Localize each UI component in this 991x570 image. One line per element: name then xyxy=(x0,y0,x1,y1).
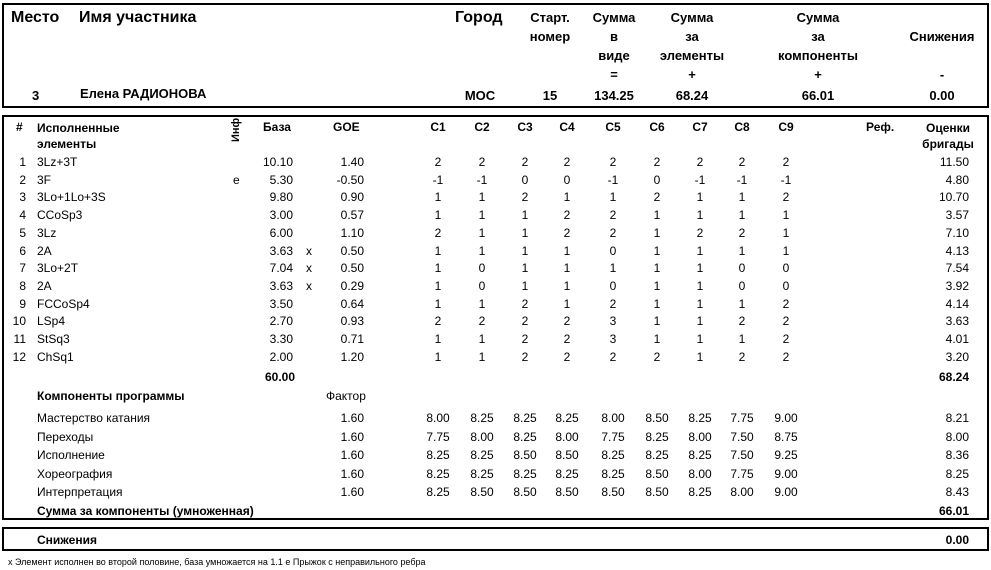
elements-name-header: Исполненные элементы xyxy=(37,121,120,151)
judge-score: 2 xyxy=(782,350,790,364)
judge-score: 2 xyxy=(521,332,529,346)
element-code: FCCoSp4 xyxy=(37,297,90,311)
judge-header-1: C1 xyxy=(430,120,446,134)
component-name: Хореография xyxy=(37,467,113,481)
judge-score: 1 xyxy=(696,279,704,293)
component-judge-score: 8.00 xyxy=(688,430,712,444)
element-bonus: x xyxy=(306,244,312,258)
element-base: 3.63 xyxy=(269,244,293,258)
component-judge-score: 8.00 xyxy=(470,430,494,444)
element-code: StSq3 xyxy=(37,332,70,346)
judge-score: 2 xyxy=(563,314,571,328)
judge-score: 1 xyxy=(521,279,529,293)
judge-score: 2 xyxy=(434,155,442,169)
element-num: 1 xyxy=(19,155,26,169)
element-panel-score: 3.20 xyxy=(945,350,969,364)
judge-score: 2 xyxy=(563,226,571,240)
element-panel-score: 3.63 xyxy=(945,314,969,328)
element-goe: 1.10 xyxy=(340,226,364,240)
element-base: 3.00 xyxy=(269,208,293,222)
elements-ref-header: Реф. xyxy=(866,120,895,134)
judge-score: 0 xyxy=(478,261,486,275)
component-judge-score: 8.25 xyxy=(688,485,712,499)
component-panel-score: 8.36 xyxy=(945,448,969,462)
judge-score: -1 xyxy=(780,173,792,187)
element-panel-score: 4.80 xyxy=(945,173,969,187)
component-judge-score: 8.25 xyxy=(688,411,712,425)
judge-header-9: C9 xyxy=(778,120,794,134)
judge-score: 2 xyxy=(738,226,746,240)
skater-total-score: 134.25 xyxy=(594,88,634,103)
element-goe: 0.90 xyxy=(340,190,364,204)
components-total: 66.01 xyxy=(938,504,969,518)
judge-score: 1 xyxy=(434,261,442,275)
judge-header-4: C4 xyxy=(559,120,575,134)
element-base: 2.70 xyxy=(269,314,293,328)
judge-score: 1 xyxy=(696,244,704,258)
name-header: Имя участника xyxy=(79,9,197,26)
judge-score: 1 xyxy=(434,190,442,204)
components-title: Компоненты программы xyxy=(37,389,185,403)
element-num: 2 xyxy=(19,173,26,187)
element-goe: 0.64 xyxy=(340,297,364,311)
elements-base-header: База xyxy=(263,120,291,134)
judge-score: 1 xyxy=(434,244,442,258)
base-total: 60.00 xyxy=(264,370,295,384)
judge-score: -1 xyxy=(432,173,444,187)
judge-score: 2 xyxy=(434,226,442,240)
component-judge-score: 8.25 xyxy=(513,411,537,425)
judge-score: 1 xyxy=(434,297,442,311)
deductions-label: Снижения xyxy=(37,533,97,547)
judge-score: 1 xyxy=(653,314,661,328)
component-judge-score: 8.50 xyxy=(555,485,579,499)
component-judge-score: 8.50 xyxy=(601,485,625,499)
judge-score: 1 xyxy=(738,297,746,311)
elements-num-header: # xyxy=(16,120,23,134)
element-base: 6.00 xyxy=(269,226,293,240)
skater-deductions: 0.00 xyxy=(929,88,955,103)
element-panel-score: 4.01 xyxy=(945,332,969,346)
judge-score: 2 xyxy=(521,297,529,311)
element-num: 10 xyxy=(12,314,26,328)
element-panel-score: 3.92 xyxy=(945,279,969,293)
element-code: 2A xyxy=(37,244,52,258)
component-judge-score: 8.00 xyxy=(688,467,712,481)
element-code: 3Lz+3T xyxy=(37,155,78,169)
component-judge-score: 8.25 xyxy=(645,448,669,462)
judge-score: 1 xyxy=(478,332,486,346)
total-score-header: Сумма в виде = xyxy=(592,10,636,82)
component-judge-score: 8.50 xyxy=(645,485,669,499)
element-bonus: x xyxy=(306,279,312,293)
judge-score: 1 xyxy=(609,261,617,275)
judge-score: 1 xyxy=(609,190,617,204)
judge-score: 2 xyxy=(521,155,529,169)
judge-score: 0 xyxy=(609,279,617,293)
judge-header-8: C8 xyxy=(734,120,750,134)
component-judge-score: 8.25 xyxy=(688,448,712,462)
elements-goe-header: GOE xyxy=(333,120,360,134)
judge-score: 1 xyxy=(521,208,529,222)
elements-panel-header: Оценки бригады xyxy=(922,121,974,151)
components-total-label: Сумма за компоненты (умноженная) xyxy=(37,504,254,518)
component-judge-score: 8.50 xyxy=(645,467,669,481)
component-judge-score: 8.00 xyxy=(730,485,754,499)
component-judge-score: 8.25 xyxy=(470,467,494,481)
judge-score: 0 xyxy=(478,279,486,293)
judge-score: 1 xyxy=(782,208,790,222)
element-num: 3 xyxy=(19,190,26,204)
component-judge-score: 8.25 xyxy=(470,411,494,425)
element-num: 11 xyxy=(13,332,26,346)
judge-score: 2 xyxy=(696,226,704,240)
skater-components-score: 66.01 xyxy=(801,88,835,103)
deductions-box xyxy=(2,527,989,551)
component-name: Исполнение xyxy=(37,448,105,462)
component-judge-score: 8.25 xyxy=(645,430,669,444)
component-judge-score: 8.25 xyxy=(601,448,625,462)
judge-header-7: C7 xyxy=(692,120,708,134)
judge-header-5: C5 xyxy=(605,120,621,134)
component-judge-score: 9.00 xyxy=(774,411,798,425)
component-judge-score: 8.50 xyxy=(513,485,537,499)
judge-score: -1 xyxy=(694,173,706,187)
element-panel-score: 7.10 xyxy=(945,226,969,240)
judge-score: 1 xyxy=(696,314,704,328)
judge-score: 0 xyxy=(738,279,746,293)
element-panel-score: 3.57 xyxy=(945,208,969,222)
component-judge-score: 7.75 xyxy=(730,467,754,481)
element-panel-score: 11.50 xyxy=(939,155,969,169)
component-judge-score: 7.75 xyxy=(730,411,754,425)
judge-score: 2 xyxy=(782,314,790,328)
component-factor: 1.60 xyxy=(340,430,364,444)
component-judge-score: 8.25 xyxy=(513,430,537,444)
judge-score: -1 xyxy=(736,173,748,187)
component-judge-score: 8.50 xyxy=(513,448,537,462)
component-name: Мастерство катания xyxy=(37,411,151,425)
component-judge-score: 8.25 xyxy=(513,467,537,481)
judge-score: 2 xyxy=(782,297,790,311)
judge-score: 2 xyxy=(609,297,617,311)
judge-score: 1 xyxy=(653,297,661,311)
element-goe: 0.71 xyxy=(340,332,364,346)
element-num: 8 xyxy=(19,279,26,293)
component-name: Переходы xyxy=(37,430,94,444)
element-goe: -0.50 xyxy=(336,173,364,187)
judge-score: 2 xyxy=(653,155,661,169)
component-factor: 1.60 xyxy=(340,448,364,462)
component-judge-score: 8.75 xyxy=(774,430,798,444)
element-code: CCoSp3 xyxy=(37,208,83,222)
judge-score: 1 xyxy=(653,332,661,346)
judge-score: 1 xyxy=(653,208,661,222)
judge-score: 2 xyxy=(434,314,442,328)
judge-score: 2 xyxy=(609,208,617,222)
judge-score: 1 xyxy=(563,297,571,311)
judge-score: 1 xyxy=(563,244,571,258)
element-goe: 1.20 xyxy=(340,350,364,364)
judge-header-3: C3 xyxy=(517,120,533,134)
judge-score: 2 xyxy=(782,155,790,169)
judge-score: 2 xyxy=(782,190,790,204)
judge-score: 1 xyxy=(434,332,442,346)
judge-score: 1 xyxy=(696,332,704,346)
element-code: 3Lo+1Lo+3S xyxy=(37,190,106,204)
judge-score: 2 xyxy=(478,155,486,169)
judge-score: 1 xyxy=(653,279,661,293)
judge-score: 0 xyxy=(738,261,746,275)
component-name: Интерпретация xyxy=(37,485,123,499)
component-panel-score: 8.21 xyxy=(945,411,969,425)
judge-score: 1 xyxy=(696,190,704,204)
component-judge-score: 8.00 xyxy=(426,411,450,425)
judge-score: 0 xyxy=(563,173,571,187)
element-num: 12 xyxy=(12,350,26,364)
component-judge-score: 8.50 xyxy=(645,411,669,425)
component-judge-score: 9.00 xyxy=(774,485,798,499)
skater-place: 3 xyxy=(32,88,40,103)
component-judge-score: 8.25 xyxy=(555,411,579,425)
judge-score: 2 xyxy=(738,350,746,364)
judge-score: 1 xyxy=(478,297,486,311)
judge-score: 1 xyxy=(738,332,746,346)
judge-score: 1 xyxy=(563,279,571,293)
component-panel-score: 8.25 xyxy=(945,467,969,481)
component-judge-score: 8.25 xyxy=(470,448,494,462)
judge-score: 1 xyxy=(563,261,571,275)
element-goe: 0.93 xyxy=(340,314,364,328)
element-base: 2.00 xyxy=(269,350,293,364)
element-goe: 0.50 xyxy=(340,244,364,258)
element-code: 3Lz xyxy=(37,226,57,240)
judge-score: 1 xyxy=(434,208,442,222)
element-base: 3.63 xyxy=(269,279,293,293)
component-judge-score: 8.25 xyxy=(426,448,450,462)
component-panel-score: 8.00 xyxy=(945,430,969,444)
component-judge-score: 8.50 xyxy=(555,448,579,462)
components-sum-header: Сумма за компоненты + xyxy=(778,10,858,82)
judge-score: 1 xyxy=(653,261,661,275)
judge-score: 1 xyxy=(696,297,704,311)
judge-score: 0 xyxy=(521,173,529,187)
judge-score: 3 xyxy=(609,332,617,346)
judge-score: 0 xyxy=(653,173,661,187)
judge-score: 2 xyxy=(609,350,617,364)
judge-score: 1 xyxy=(478,226,486,240)
judge-score: 2 xyxy=(563,208,571,222)
judge-score: 1 xyxy=(434,350,442,364)
element-panel-score: 10.70 xyxy=(938,190,969,204)
judge-score: 2 xyxy=(521,350,529,364)
element-num: 7 xyxy=(19,261,26,275)
judge-score: 2 xyxy=(563,332,571,346)
component-judge-score: 7.75 xyxy=(601,430,625,444)
judge-score: 1 xyxy=(478,244,486,258)
judge-score: 1 xyxy=(478,190,486,204)
judge-score: 1 xyxy=(521,244,529,258)
start-number-header: Старт. номер xyxy=(529,10,571,44)
component-judge-score: 7.75 xyxy=(426,430,450,444)
judge-score: 2 xyxy=(521,190,529,204)
judge-score: 2 xyxy=(653,190,661,204)
judge-score: 1 xyxy=(696,208,704,222)
judge-score: 0 xyxy=(782,261,790,275)
element-base: 3.50 xyxy=(269,297,293,311)
judge-score: 1 xyxy=(478,208,486,222)
element-goe: 0.29 xyxy=(340,279,364,293)
element-code: 3Lo+2T xyxy=(37,261,79,275)
judge-score: 2 xyxy=(563,350,571,364)
component-factor: 1.60 xyxy=(340,411,364,425)
element-base: 10.10 xyxy=(262,155,293,169)
component-panel-score: 8.43 xyxy=(945,485,969,499)
deductions-value: 0.00 xyxy=(945,533,969,547)
element-goe: 0.50 xyxy=(340,261,364,275)
element-num: 4 xyxy=(19,208,26,222)
element-base: 3.30 xyxy=(269,332,293,346)
element-code: LSp4 xyxy=(37,314,66,328)
elements-panel-total: 68.24 xyxy=(938,370,969,384)
judge-score: 2 xyxy=(521,314,529,328)
judge-score: 1 xyxy=(738,244,746,258)
element-code: 2A xyxy=(37,279,52,293)
judge-score: 1 xyxy=(696,350,704,364)
element-num: 9 xyxy=(19,297,26,311)
component-factor: 1.60 xyxy=(340,485,364,499)
judge-score: 2 xyxy=(653,350,661,364)
judge-score: 1 xyxy=(563,190,571,204)
judge-score: 1 xyxy=(696,261,704,275)
skater-start-number: 15 xyxy=(542,88,558,103)
component-judge-score: 7.50 xyxy=(730,448,754,462)
judge-score: 1 xyxy=(478,350,486,364)
element-base: 7.04 xyxy=(269,261,293,275)
judge-score: 2 xyxy=(478,314,486,328)
judge-score: 2 xyxy=(696,155,704,169)
elements-info-header: Инф xyxy=(230,117,242,142)
element-panel-score: 4.13 xyxy=(945,244,969,258)
component-judge-score: 9.25 xyxy=(774,448,798,462)
component-judge-score: 8.25 xyxy=(601,467,625,481)
judge-score: 1 xyxy=(738,208,746,222)
judge-score: 2 xyxy=(782,332,790,346)
deductions-header: Снижения - xyxy=(909,29,975,82)
element-num: 5 xyxy=(19,226,26,240)
element-info: e xyxy=(233,173,240,187)
element-code: 3F xyxy=(37,173,52,187)
judge-score: 2 xyxy=(609,226,617,240)
city-header: Город xyxy=(455,9,503,26)
skater-city: МОС xyxy=(464,88,496,103)
judge-score: 2 xyxy=(609,155,617,169)
judge-score: 1 xyxy=(782,244,790,258)
element-panel-score: 4.14 xyxy=(945,297,969,311)
judge-score: 1 xyxy=(738,190,746,204)
component-judge-score: 8.25 xyxy=(426,467,450,481)
skater-elements-score: 68.24 xyxy=(675,88,709,103)
factor-header: Фактор xyxy=(326,389,366,403)
component-judge-score: 8.00 xyxy=(555,430,579,444)
element-panel-score: 7.54 xyxy=(945,261,969,275)
element-bonus: x xyxy=(306,261,312,275)
element-goe: 0.57 xyxy=(340,208,364,222)
judge-score: 2 xyxy=(738,314,746,328)
element-num: 6 xyxy=(19,244,26,258)
judge-score: -1 xyxy=(607,173,619,187)
component-judge-score: 8.25 xyxy=(426,485,450,499)
judge-score: -1 xyxy=(476,173,488,187)
skater-name: Елена РАДИОНОВА xyxy=(80,86,207,101)
judge-header-2: C2 xyxy=(474,120,490,134)
judge-score: 3 xyxy=(609,314,617,328)
judge-score: 0 xyxy=(609,244,617,258)
component-judge-score: 8.25 xyxy=(555,467,579,481)
footnote: x Элемент исполнен во второй половине, база умножается на 1.1 e Прыжок с неправильного ребра xyxy=(8,557,426,567)
element-code: ChSq1 xyxy=(37,350,74,364)
judge-score: 1 xyxy=(521,226,529,240)
place-header: Место xyxy=(11,9,60,26)
component-judge-score: 9.00 xyxy=(774,467,798,481)
component-factor: 1.60 xyxy=(340,467,364,481)
component-judge-score: 8.00 xyxy=(601,411,625,425)
judge-score: 2 xyxy=(563,155,571,169)
judge-header-6: C6 xyxy=(649,120,665,134)
judge-score: 2 xyxy=(738,155,746,169)
judge-score: 1 xyxy=(653,244,661,258)
element-base: 5.30 xyxy=(269,173,293,187)
judge-score: 1 xyxy=(653,226,661,240)
element-base: 9.80 xyxy=(269,190,293,204)
judge-score: 1 xyxy=(521,261,529,275)
component-judge-score: 7.50 xyxy=(730,430,754,444)
judge-score: 1 xyxy=(434,279,442,293)
component-judge-score: 8.50 xyxy=(470,485,494,499)
judge-score: 1 xyxy=(782,226,790,240)
judge-score: 0 xyxy=(782,279,790,293)
elements-sum-header: Сумма за элементы + xyxy=(659,10,725,82)
element-goe: 1.40 xyxy=(340,155,364,169)
